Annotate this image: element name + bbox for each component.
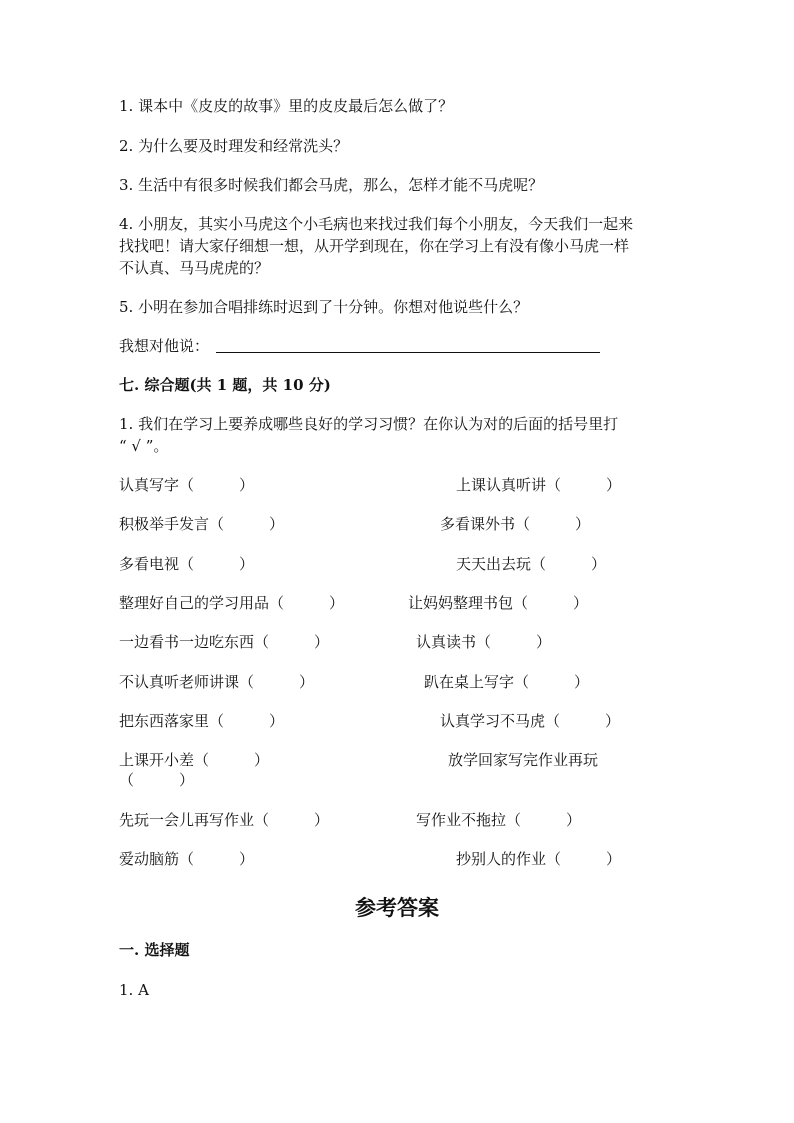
habit-item[interactable]: 认真读书（ ） <box>416 633 552 651</box>
answer-1: 1. A <box>119 981 149 999</box>
habit-item[interactable]: 让妈妈整理书包（ ） <box>408 594 589 612</box>
habit-item[interactable]: 一边看书一边吃东西（ ） <box>119 633 330 651</box>
section-7-question-line-2: “ √ ”。 <box>119 437 169 455</box>
section-7-question-line-1: 1. 我们在学习上要养成哪些良好的学习习惯？在你认为对的后面的括号里打 <box>119 415 619 433</box>
habit-item[interactable]: 爱动脑筋（ ） <box>119 850 255 868</box>
habit-item[interactable]: 抄别人的作业（ ） <box>456 850 622 868</box>
answer-blank-line[interactable] <box>216 352 600 353</box>
question-4-line-2: 找找吧！请大家仔细想一想，从开学到现在，你在学习上有没有像小马虎一样 <box>119 237 630 255</box>
habit-item[interactable]: 上课认真听讲（ ） <box>456 476 622 494</box>
answers-title: 参考答案 <box>355 895 439 920</box>
habit-item[interactable]: 积极举手发言（ ） <box>119 515 285 533</box>
habit-item[interactable]: 写作业不拖拉（ ） <box>416 811 582 829</box>
question-1: 1. 课本中《皮皮的故事》里的皮皮最后怎么做了？ <box>119 97 454 115</box>
habit-item[interactable]: 认真写字（ ） <box>119 476 255 494</box>
habit-item[interactable]: 趴在桌上写字（ ） <box>424 673 590 691</box>
habit-item[interactable]: 多看课外书（ ） <box>440 515 591 533</box>
habit-item[interactable]: 上课开小差（ ） <box>119 751 270 769</box>
question-4-line-3: 不认真、马马虎虎的？ <box>119 259 270 277</box>
question-4-line-1: 4. 小朋友，其实小马虎这个小毛病也来找过我们每个小朋友，今天我们一起来 <box>119 215 634 233</box>
answer-prompt: 我想对他说： <box>119 337 210 355</box>
section-7-title: 七. 综合题(共 1 题，共 10 分) <box>119 376 331 394</box>
habit-item[interactable]: 天天出去玩（ ） <box>456 555 607 573</box>
habit-item[interactable]: 把东西落家里（ ） <box>119 712 285 730</box>
question-2: 2. 为什么要及时理发和经常洗头？ <box>119 137 349 155</box>
habit-item[interactable]: 整理好自己的学习用品（ ） <box>119 594 345 612</box>
question-3: 3. 生活中有很多时候我们都会马虎，那么，怎样才能不马虎呢？ <box>119 176 544 194</box>
habit-item[interactable]: 不认真听老师讲课（ ） <box>119 673 315 691</box>
habit-item[interactable]: 先玩一会儿再写作业（ ） <box>119 811 330 829</box>
habit-item[interactable]: 认真学习不马虎（ ） <box>440 712 621 730</box>
habit-item-wrap[interactable]: （ ） <box>119 771 195 789</box>
habit-item[interactable]: 放学回家写完作业再玩 <box>448 751 599 769</box>
answers-section-1: 一. 选择题 <box>119 941 190 959</box>
question-5: 5. 小明在参加合唱排练时迟到了十分钟。你想对他说些什么？ <box>119 298 529 316</box>
habit-item[interactable]: 多看电视（ ） <box>119 555 255 573</box>
